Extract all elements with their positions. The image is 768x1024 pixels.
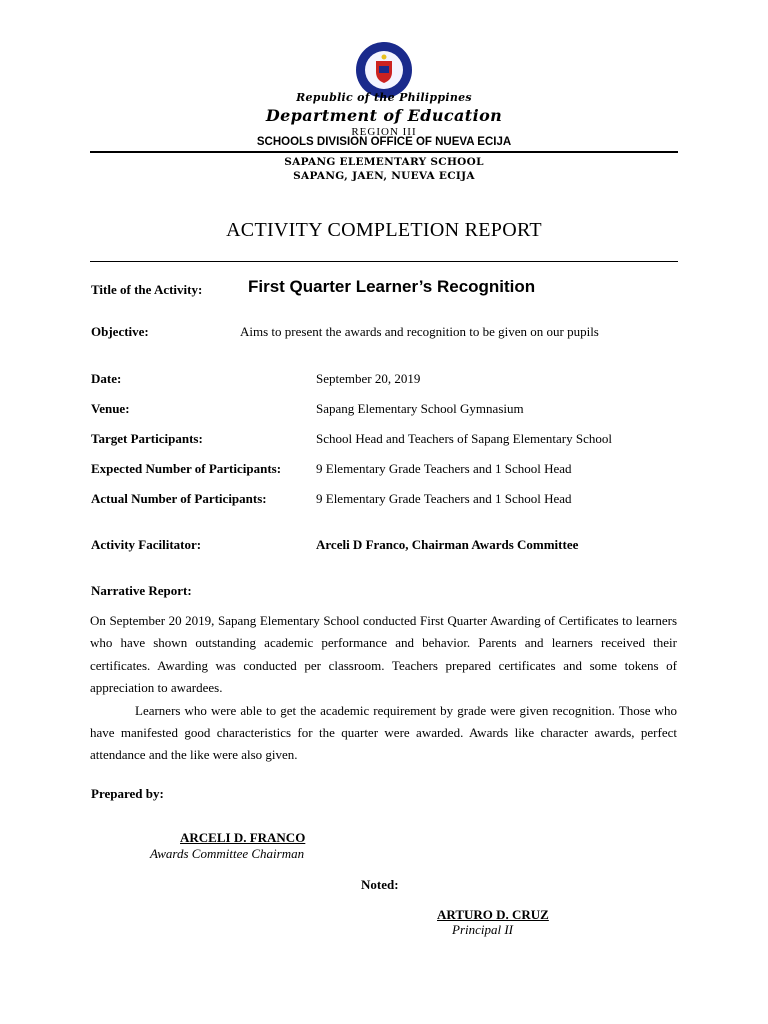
school-address: SAPANG, JAEN, NUEVA ECIJA [293,170,475,182]
venue-value: Sapang Elementary School Gymnasium [316,401,524,416]
noter-name: ARTURO D. CRUZ [437,907,549,922]
venue-label: Venue: [91,401,130,416]
noter-role: Principal II [452,922,514,937]
preparer-role: Awards Committee Chairman [150,846,305,861]
division-heading: SCHOOLS DIVISION OFFICE OF NUEVA ECIJA [256,136,512,148]
narrative-paragraph-1: On September 20 2019, Sapang Elementary School conducted First Quarter Awarding of Certificates to learners who have shown outstanding academic performance and behavior. Parents and learners received their certificates. Awarding was conducted per classroom. Teachers prepared certificates and some tokens of appreciation to awardees. [90,613,677,696]
narrative-heading: Narrative Report: [91,583,192,598]
region-heading: REGION III [351,126,417,138]
department-heading: Department of Education [265,106,503,125]
school-name: SAPANG ELEMENTARY SCHOOL [284,156,484,168]
target-participants-label: Target Participants: [91,431,203,446]
activity-title-label: Title of the Activity: [91,282,203,297]
title-divider [90,261,678,262]
preparer-name: ARCELI D. FRANCO [180,830,306,845]
republic-heading: Republic of the Philippines [296,91,472,104]
activity-title-value: First Quarter Learner’s Recognition [248,277,536,296]
facilitator-value: Arceli D Franco, Chairman Awards Committee [316,537,579,552]
objective-label: Objective: [91,324,149,339]
date-label: Date: [91,371,122,386]
expected-participants-value: 9 Elementary Grade Teachers and 1 School Head [316,461,572,476]
report-title: ACTIVITY COMPLETION REPORT [226,219,542,241]
noted-label: Noted: [361,877,399,892]
objective-value: Aims to present the awards and recognition to be given on our pupils [240,324,599,339]
prepared-by-label: Prepared by: [91,786,164,801]
date-value: September 20, 2019 [316,371,421,386]
header-divider [90,151,678,153]
narrative-body [90,610,677,767]
expected-participants-label: Expected Number of Participants: [91,461,282,476]
target-participants-value: School Head and Teachers of Sapang Elementary School [316,431,612,446]
actual-participants-value: 9 Elementary Grade Teachers and 1 School Head [316,491,572,506]
actual-participants-label: Actual Number of Participants: [91,491,267,506]
facilitator-label: Activity Facilitator: [91,537,202,552]
narrative-paragraph-2: Learners who were able to get the academic requirement by grade were given recognition. Those who have manifested good characteristics for the quarter were awarded. Awards like character awards, perfect attendance and the like were also given. [90,702,677,763]
